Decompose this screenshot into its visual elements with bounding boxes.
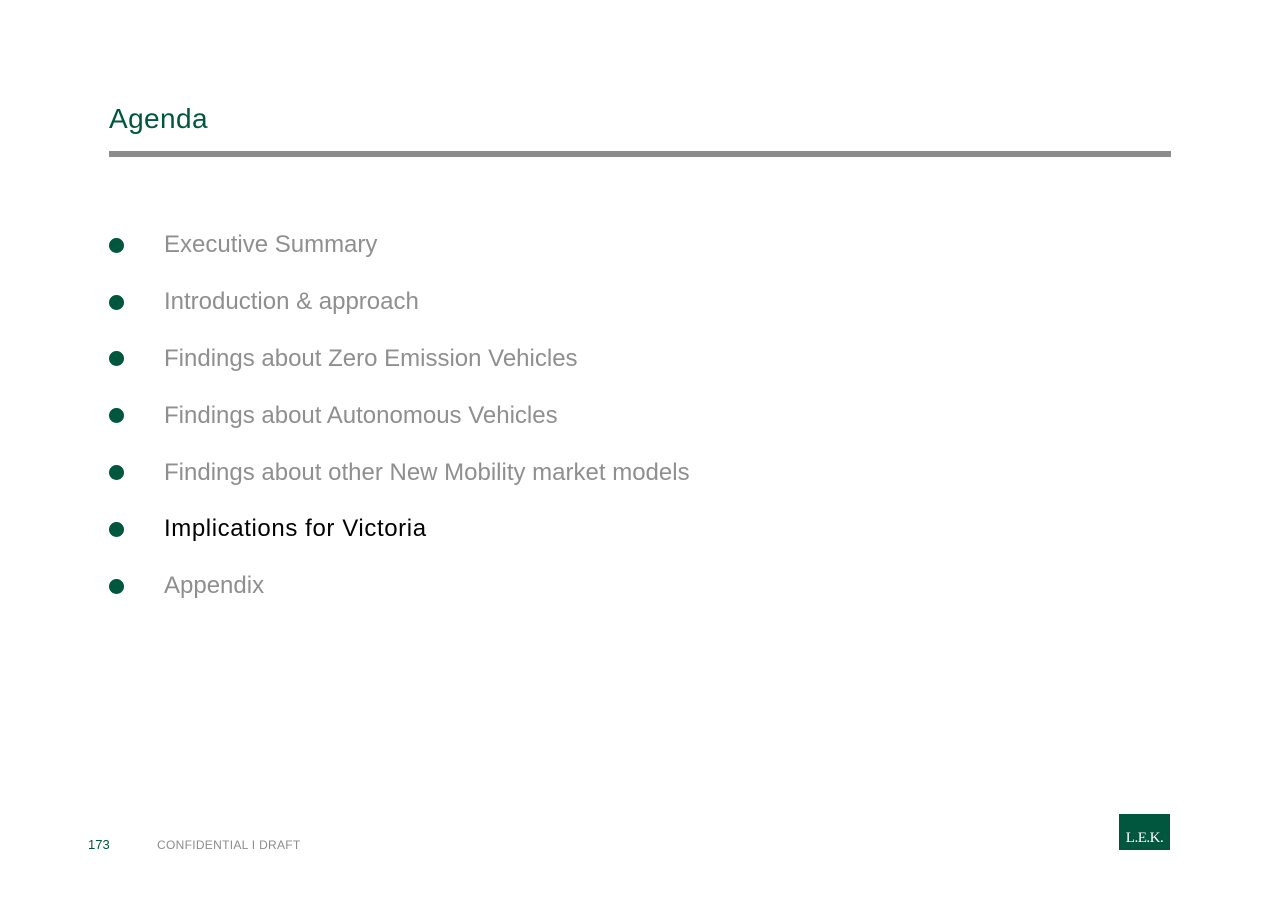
agenda-item-zero-emission-vehicles [109,331,690,388]
bullet-icon [109,295,124,310]
agenda-item-label: Findings about Autonomous Vehicles [164,401,558,429]
agenda-item-autonomous-vehicles [109,387,690,444]
bullet-icon [109,351,124,366]
bullet-icon [109,408,124,423]
agenda-item-appendix [109,558,690,615]
agenda-item-new-mobility [109,444,690,501]
bullet-icon [109,238,124,253]
agenda-item-label: Introduction & approach [164,288,419,316]
confidential-label: CONFIDENTIAL I DRAFT [157,838,301,852]
logo-text: L.E.K. [1125,830,1164,846]
title-divider [109,151,1171,157]
page-title: Agenda [109,103,208,134]
agenda-item-label: Findings about Zero Emission Vehicles [164,344,578,372]
agenda-item-label: Executive Summary [164,231,378,259]
bullet-icon [109,465,124,480]
bullet-icon [109,522,124,537]
agenda-item-label: Findings about other New Mobility market models [164,458,690,486]
agenda-item-label: Implications for Victoria [164,515,427,543]
agenda-item-label: Appendix [164,572,265,600]
agenda-item-executive-summary [109,217,690,274]
bullet-icon [109,579,124,594]
page-number: 173 [88,837,110,852]
agenda-item-introduction [109,274,690,331]
agenda-item-implications-victoria [109,501,690,558]
agenda-list [109,217,690,615]
lek-logo [1119,814,1170,850]
